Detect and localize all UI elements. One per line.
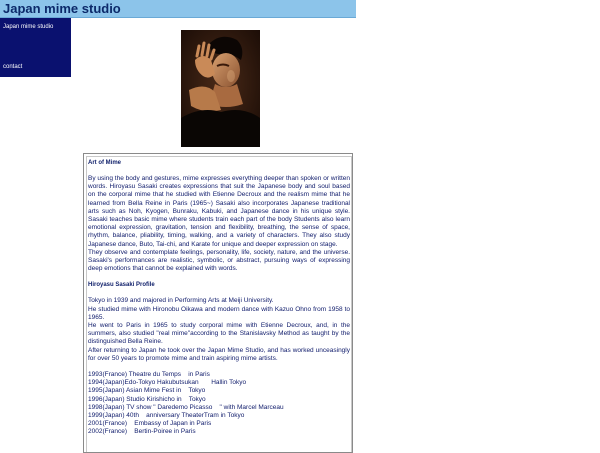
performance-history-list (88, 371, 350, 437)
list-item: 1995(Japan) Asian Mime Fest in Tokyo (88, 387, 206, 395)
list-item: 2002(France) Bertin-Poiree in Paris (88, 428, 196, 436)
mime-performer-photo (181, 30, 260, 147)
profile-heading: Hiroyasu Sasaki Profile (88, 282, 155, 289)
art-paragraph-1: By using the body and gestures, mime expresses everything deeper than spoken or written words. Hiroyasu Sasaki creates expressions that suit the Japanese body and soul based on the corporal mime that he studied with Etienne Decroux and the realism mime that he learned from Bella Reine in Paris (1965~) Sasaki also incorporates Japanese traditional arts such as Noh, Kyogen, Bunraku, Kabuki, and Japanese dance in his unique style. Sasaki teaches basic mime where students train each part of the body Students also learn emotional expression, gravitation, tension and flexibility, breathing, the sense of space, rhythm, balance, pliability, timing, walking, and a variety of characters. They also study Japanese dance, Buto, Tai-chi, and Karate for unique and deeper expression on stage. (88, 175, 350, 248)
list-item: 1996(Japan) Studio Kirishicho in Tokyo (88, 395, 206, 403)
content-inner (86, 156, 352, 453)
sidebar-item-contact[interactable]: contact (3, 64, 23, 70)
sidebar-nav (0, 18, 71, 77)
art-paragraph-2: They observe and contemplate feelings, personality, life, society, nature, and the universe. Sasaki's performances are realistic, symbolic, or abstract, pursuing ways of expressing deep emotions that cannot be explained with words. (88, 248, 350, 273)
art-of-mime-heading: Art of Mime (88, 160, 121, 166)
profile-paragraph-4: After returning to Japan he took over the Japan Mime Studio, and has worked unceasingly for over 50 years to promote mime and train aspiring mime artists. (88, 346, 350, 362)
list-item: 1998(Japan) TV show " Daredemo Picasso " with Marcel Marceau (88, 403, 284, 411)
site-header (0, 0, 356, 18)
list-item: 1994(Japan)Edo-Tokyo Hakubutsukan Hallin Tokyo (88, 379, 247, 387)
sidebar-item-home[interactable]: Japan mime studio (3, 24, 54, 30)
profile-paragraph-3: He went to Paris in 1965 to study corporal mime with Etienne Decroux, and, in the summers, also studied "real mime"according to the Stanislavsky Method as taught by the distinguished Bella Reine. (88, 322, 350, 346)
content-panel (83, 153, 353, 453)
profile-paragraph-2: He studied mime with Hironobu Oikawa and modern dance with Kazuo Ohno from 1958 to 1965. (88, 305, 350, 321)
mime-performer-illustration (181, 30, 260, 147)
list-item: 1993(France) Theatre du Temps in Paris (88, 371, 210, 379)
list-item: 1999(Japan) 40th anniversary TheaterTram in Tokyo (88, 412, 245, 420)
spacer (88, 273, 350, 281)
profile-paragraph-1: Tokyo in 1939 and majored in Performing Arts at Meiji University. (88, 297, 274, 305)
site-title: Japan mime studio (3, 1, 121, 16)
list-item: 2001(France) Embassy of Japan in Paris (88, 420, 212, 428)
spacer (88, 363, 350, 371)
